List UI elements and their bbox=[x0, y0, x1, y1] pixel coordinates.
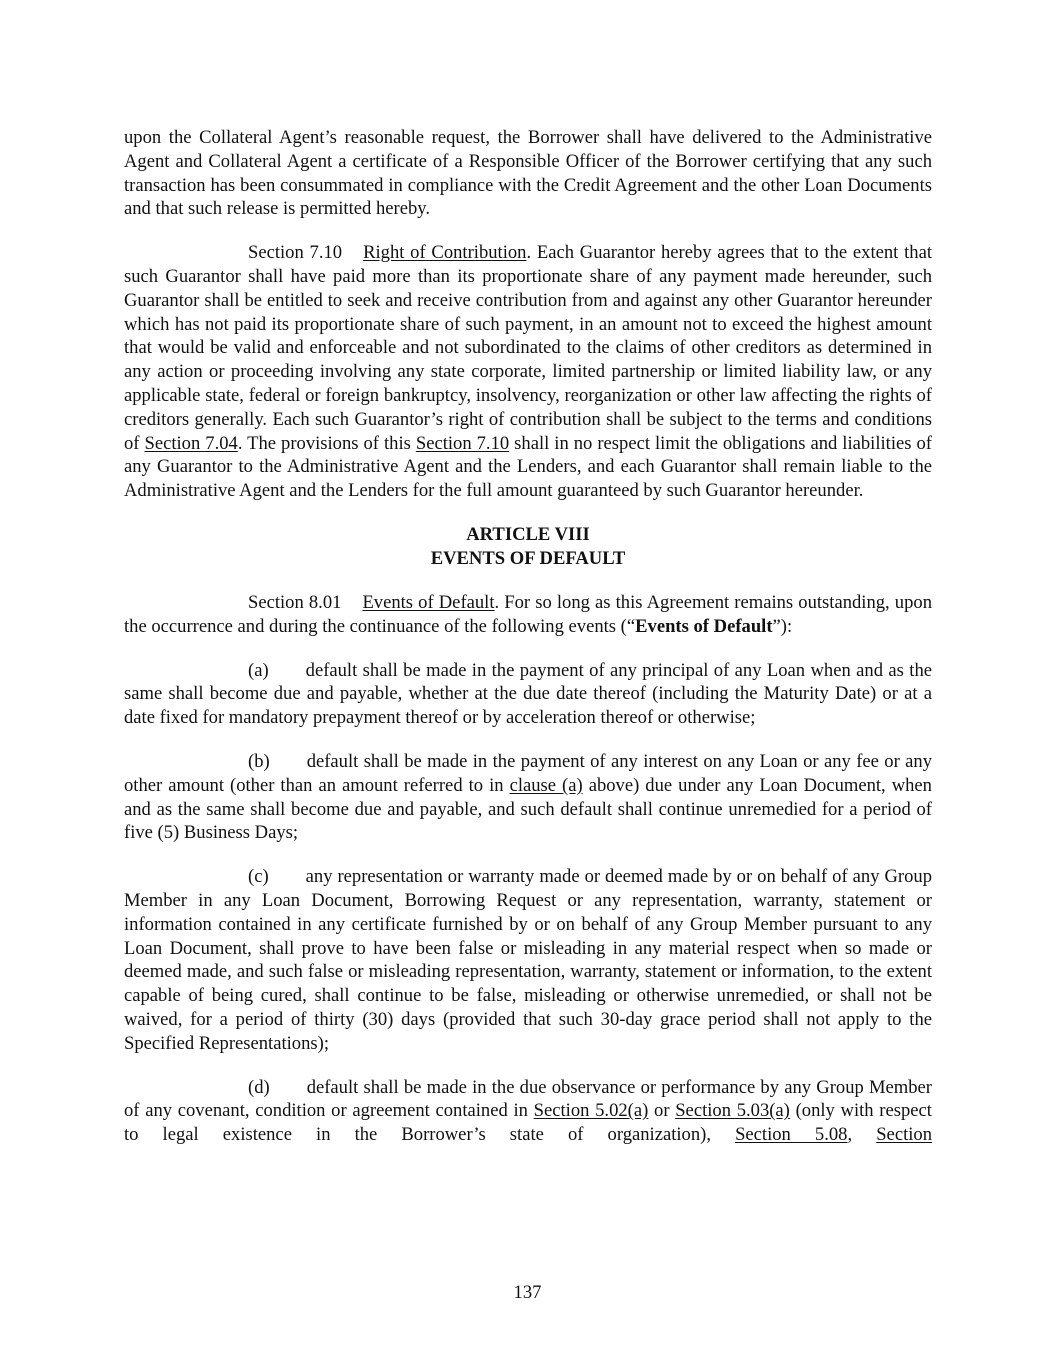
section-5-08-reference: Section 5.08 bbox=[735, 1124, 848, 1146]
page-number: 137 bbox=[513, 1282, 542, 1303]
clause-c-label: (c) bbox=[248, 866, 269, 888]
section-8-01-title: Events of Default bbox=[362, 591, 495, 613]
clause-a-text: default shall be made in the payment of any principal of any Loan when and as the same shall become due and payable, whether at the due date thereof (including the Maturity Date) or at a date fixed for mandatory prepayment thereof or by acceleration thereof or otherwise; bbox=[124, 659, 932, 729]
clause-a-label: (a) bbox=[248, 659, 269, 681]
section-5-03a-reference: Section 5.03(a) bbox=[675, 1100, 790, 1122]
section-7-10-reference: Section 7.10 bbox=[415, 432, 510, 454]
intro-paragraph: upon the Collateral Agent’s reasonable request, the Borrower shall have delivered to the Administrative Agent and Collateral Agent a certificate of a Responsible Officer of the Borrower certifying that any such transaction has been consummated in compliance with the Credit Agreement and the other Loan Documents and that such release is permitted hereby. bbox=[124, 127, 932, 220]
clause-c-text: any representation or warranty made or deemed made by or on behalf of any Group Member in any Loan Document, Borrowing Request or any representation, warranty, statement or information contained in any certificate furnished by or on behalf of any Group Member pursuant to any Loan Document, shall prove to have been false or misleading in any material respect when so made or deemed made, and such false or misleading representation, warranty, statement or information, to the extent capable of being cured, shall continue to be false, misleading or otherwise unremedied, or shall not be waived, for a period of thirty (30) days (provided that such 30-day grace period shall not apply to the Specified Representations); bbox=[124, 866, 932, 1054]
section-8-01-paragraph bbox=[124, 591, 932, 639]
clause-b-paragraph bbox=[124, 750, 932, 845]
section-7-10-number: Section 7.10 bbox=[248, 242, 343, 264]
section-5-02a-reference: Section 5.02(a) bbox=[533, 1100, 649, 1122]
section-8-01-number: Section 8.01 bbox=[248, 591, 342, 613]
section-7-10-body-3: shall in no respect limit the obligations and liabilities of any Guarantor to the Administrative Agent and the Lenders, and each Guarantor shall remain liable to the Administrative Agent and the Lenders for the full amount guaranteed by such Guarantor hereunder. bbox=[124, 432, 932, 502]
clause-c-paragraph bbox=[124, 865, 932, 1055]
clause-b-label: (b) bbox=[248, 750, 270, 772]
section-7-04-reference: Section 7.04 bbox=[144, 432, 238, 454]
article-title: EVENTS OF DEFAULT bbox=[430, 547, 626, 569]
clause-d-text-3: (only with respect to legal existence in the Borrower’s state of organization), bbox=[124, 1100, 932, 1146]
events-of-default-term: Events of Default bbox=[635, 615, 773, 637]
clause-b-text-2: above) due under any Loan Document, when and as the same shall become due and payable, and such default shall continue unremedied for a period of five (5) Business Days; bbox=[124, 774, 932, 844]
clause-d-text-1: default shall be made in the due observance or performance by any Group Member of any covenant, condition or agreement contained in bbox=[124, 1076, 932, 1122]
document-page bbox=[124, 126, 932, 1147]
clause-d-label: (d) bbox=[248, 1076, 270, 1098]
article-heading bbox=[124, 523, 932, 571]
section-7-10-body-2: . The provisions of this bbox=[237, 432, 416, 454]
section-continued-reference: Section bbox=[876, 1124, 932, 1146]
section-7-10-body-1: . Each Guarantor hereby agrees that to the extent that such Guarantor shall have paid more than its proportionate share of any payment made hereunder, such Guarantor shall be entitled to seek and receive contribution from and against any other Guarantor hereunder which has not paid its proportionate share of such payment, in an amount not to exceed the highest amount that would be valid and enforceable and not subordinated to the claims of other creditors as determined in any action or proceeding involving any state corporate, limited partnership or limited liability law, or any applicable state, federal or foreign bankruptcy, insolvency, reorganization or other law affecting the rights of creditors generally. Each such Guarantor’s right of contribution shall be subject to the terms and conditions of bbox=[124, 242, 932, 454]
clause-a-reference: clause (a) bbox=[509, 774, 583, 796]
section-8-01-body-1: . For so long as this Agreement remains outstanding, upon the occurrence and during the continuance of the following events (“ bbox=[124, 591, 932, 637]
section-7-10-paragraph bbox=[124, 241, 932, 503]
article-number: ARTICLE VIII bbox=[466, 523, 590, 545]
section-7-10-title: Right of Contribution bbox=[363, 242, 527, 264]
clause-a-paragraph bbox=[124, 659, 932, 730]
clause-b-text-1: default shall be made in the payment of any interest on any Loan or any fee or any other amount (other than an amount referred to in bbox=[124, 750, 932, 796]
clause-d-text-2: or bbox=[648, 1100, 676, 1122]
section-8-01-body-2: ”): bbox=[772, 615, 793, 637]
clause-d-paragraph bbox=[124, 1076, 932, 1147]
clause-d-text-4: , bbox=[847, 1124, 877, 1146]
